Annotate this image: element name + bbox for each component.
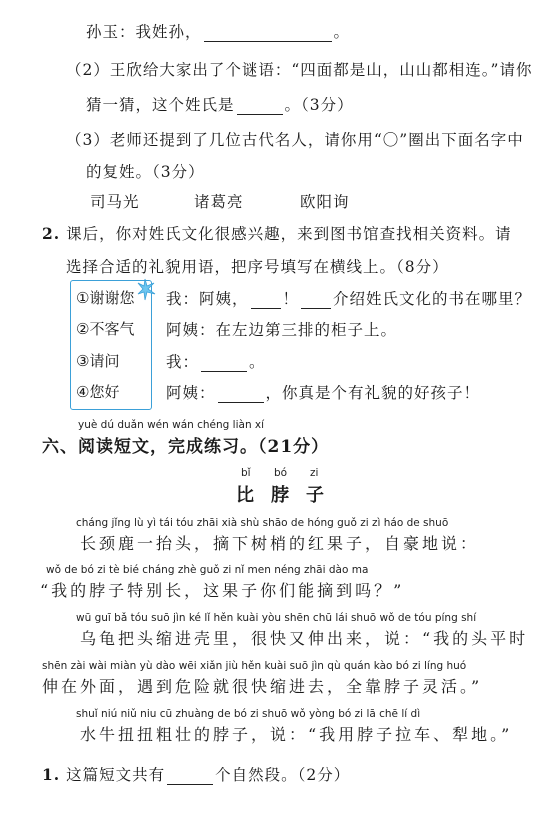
question-number: 1. <box>42 765 61 784</box>
dialog-line-2: 阿姨：在左边第三排的柜子上。 <box>166 321 398 339</box>
option-1: ①谢谢您 <box>76 289 135 307</box>
question-number: 2. <box>42 224 61 243</box>
p3-text: 乌龟把头缩进壳里，很快又伸出来，说：“我的头平时 <box>80 629 529 648</box>
answer-line-sun <box>86 20 350 42</box>
p3-pinyin: wū guī bǎ tóu suō jìn ké lǐ hěn kuài yòu shēn chū lái shuō wǒ de tóu píng shí <box>76 612 477 624</box>
story-title-pinyin-3: zi <box>310 467 319 479</box>
answer-blank[interactable] <box>167 768 213 785</box>
q2-line2: 选择合适的礼貌用语，把序号填写在横线上。（8分） <box>66 258 449 276</box>
story-title-pinyin-2: bó <box>274 467 288 479</box>
q2-riddle-line2 <box>86 93 354 115</box>
answer-blank[interactable] <box>301 292 331 309</box>
option-2: ②不客气 <box>76 320 135 338</box>
story-title-char-2: 脖 <box>271 485 289 506</box>
text: 介绍姓氏文化的书在哪里？ <box>333 290 532 308</box>
p4-pinyin: shēn zài wài miàn yù dào wēi xiǎn jiù hěn kuài suō jìn qù quán kào bó zi líng huó <box>42 660 467 672</box>
text: 阅读短文，完成练习。 <box>78 437 258 457</box>
p2-text: “我的脖子特别长，这果子你们能摘到吗？” <box>40 581 405 600</box>
p5-text: 水牛扭扭粗壮的脖子，说：“我用脖子拉车、犁地。” <box>80 725 513 744</box>
q2-riddle-line1: （2）王欣给大家出了个谜语：“四面都是山，山山都相连。”请你 <box>66 61 533 79</box>
text: 猜一猜，这个姓氏是 <box>86 96 235 114</box>
sparkle-icon <box>136 277 158 303</box>
option-4: ④您好 <box>76 383 120 401</box>
q2-line1 <box>42 222 512 244</box>
name-zhuge-liang[interactable]: 诸葛亮 <box>194 193 244 211</box>
section-title-pinyin: yuè dú duǎn wén wán chéng liàn xí <box>78 419 265 431</box>
p4-text: 伸在外面，遇到危险就很快缩进去，全靠脖子灵活。” <box>42 677 483 696</box>
q3-line1: （3）老师还提到了几位古代名人，请你用“〇”圈出下面名字中 <box>66 131 524 149</box>
section-title <box>42 432 329 457</box>
dialog-line-1 <box>166 287 531 309</box>
name-sima-guang[interactable]: 司马光 <box>90 193 140 211</box>
name-ouyang-xun[interactable]: 欧阳询 <box>300 193 350 211</box>
answer-blank[interactable] <box>204 25 332 42</box>
text: 阿姨： <box>166 384 216 402</box>
text: 课后，你对姓氏文化很感兴趣，来到图书馆查找相关资料。请 <box>66 225 512 243</box>
text: 我：阿姨， <box>166 290 249 308</box>
story-title-pinyin-1: bǐ <box>241 467 251 479</box>
question-paragraph-count <box>42 763 350 785</box>
option-3: ③请问 <box>76 352 120 370</box>
answer-blank[interactable] <box>218 386 264 403</box>
text: 。 <box>333 23 351 41</box>
text: 。 <box>249 353 266 371</box>
text: ！ <box>282 290 300 308</box>
text: ，你真是个有礼貌的好孩子！ <box>265 384 481 402</box>
p5-pinyin: shuǐ niú niǔ niu cū zhuàng de bó zi shuō wǒ yòng bó zi lā chē lí dì <box>76 708 421 720</box>
dialog-line-4 <box>166 381 480 403</box>
p2-pinyin: wǒ de bó zi tè bié cháng zhè guǒ zi nǐ men néng zhāi dào ma <box>46 564 369 576</box>
q3-line2: 的复姓。（3分） <box>86 163 205 181</box>
answer-blank[interactable] <box>201 355 247 372</box>
text: 六、 <box>42 437 78 457</box>
story-title-char-1: 比 <box>236 485 254 506</box>
answer-blank[interactable] <box>251 292 281 309</box>
p1-text: 长颈鹿一抬头，摘下树梢的红果子，自豪地说： <box>80 534 480 553</box>
text: 个自然段。（2分） <box>215 766 351 784</box>
dialog-line-3 <box>166 350 266 372</box>
text: 我： <box>166 353 200 371</box>
text: 这篇短文共有 <box>66 766 166 784</box>
text: 孙玉：我姓孙， <box>86 23 202 41</box>
p1-pinyin: cháng jǐng lù yì tái tóu zhāi xià shù shāo de hóng guǒ zi zì háo de shuō <box>76 517 449 529</box>
text: 。（3分） <box>284 96 354 114</box>
text: （21分） <box>258 437 330 457</box>
answer-blank[interactable] <box>237 98 283 115</box>
story-title-char-3: 子 <box>306 485 324 506</box>
